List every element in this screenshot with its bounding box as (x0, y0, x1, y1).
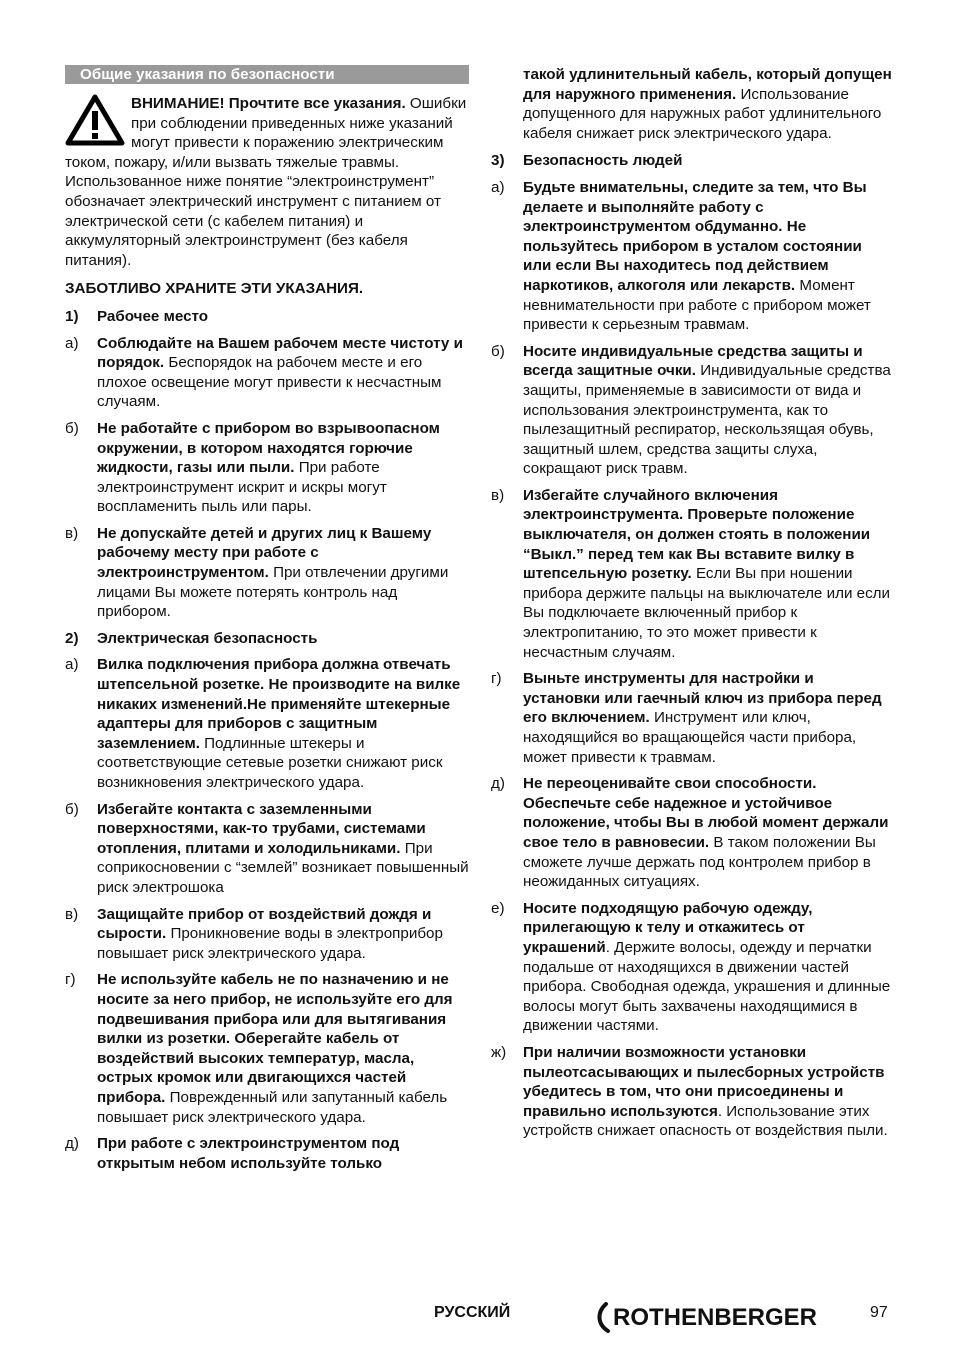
item-text: Инструмент или ключ, находящийся во вращающейся части прибора, может привести к травмам. (523, 709, 857, 766)
item-text: . Держите волосы, одежду и перчатки подальше от находящихся в движении частей прибора. Свободная одежда, украшения и длинные волосы могут быть захвачены находящимися в движении частями. (523, 938, 891, 1035)
item-text: Индивидуальные средства защиты, применяемые в зависимости от вида и использования электроинструмента, как то пылезащитный респиратор, нескользящая обувь, защитный шлем, средства защиты слуха, сокращают риск травм. (523, 362, 891, 478)
item-bold-text: Соблюдайте на Вашем рабочем месте чистоту и порядок. (97, 334, 463, 372)
item-letter: б) (491, 342, 505, 360)
list-item (65, 334, 469, 412)
item-letter: г) (491, 670, 502, 688)
list-item (65, 655, 469, 792)
item-bold-text: Будьте внимательны, следите за тем, что Вы делаете и выполняйте работу с электроинструментом обдуманно. Не пользуйтесь прибором в усталом состоянии или если Вы находитесь под действием наркотиков, алкоголя или лекарств. (523, 178, 867, 294)
item-text: Подлинные штекеры и соответствующие сетевые розетки снижают риск возникновения электрического удара. (97, 734, 443, 791)
list-item (491, 486, 893, 662)
page-footer (0, 1300, 954, 1340)
section-1-heading (65, 307, 469, 327)
item-text: Беспорядок на рабочем месте и его плохое освещение могут привести к несчастным случаям. (97, 354, 442, 411)
item-letter: г) (65, 971, 76, 989)
item-letter: д) (65, 1135, 79, 1153)
item-bold-text: Вилка подключения прибора должна отвечать штепсельной розетке. Не производите на вилке никаких изменений.Не применяйте штекерные адаптеры для приборов с защитным заземлением. (97, 656, 461, 752)
item-letter: б) (65, 800, 79, 818)
list-item (65, 1134, 469, 1173)
warning-triangle-icon (65, 94, 125, 146)
warning-block (65, 94, 469, 270)
section-3-heading (491, 151, 893, 171)
section-heading-title: Безопасность людей (523, 152, 683, 170)
item-text: . Использование этих устройств снижает опасность от воздействия пыли. (523, 1102, 888, 1140)
item-text: При работе электроинструмент искрит и искры могут воспламенить пыль или пары. (97, 459, 387, 516)
item-letter: а) (65, 656, 79, 674)
section-number: 1) (65, 307, 79, 325)
section-2-heading (65, 629, 469, 649)
list-item (65, 419, 469, 517)
list-item (491, 899, 893, 1036)
section-title: Общие указания по безопасности (65, 65, 469, 84)
item-letter: д) (491, 775, 505, 793)
item-bold-text: Выньте инструменты для настройки и установки или гаечный ключ из прибора перед его включением. (523, 670, 882, 727)
item-bold-text: Избегайте случайного включения электроинструмента. Проверьте положение выключателя, он должен стоять в положении “Выкл.” перед тем как Вы вставите вилку в штепсельную розетку. (523, 486, 871, 583)
list-item (65, 800, 469, 898)
footer-language: РУССКИЙ (434, 1304, 511, 1321)
item-letter: ж) (491, 1043, 507, 1061)
item-text: Момент невнимательности при работе с прибором может привести к серьезным травмам. (523, 276, 871, 334)
item-letter: а) (491, 178, 505, 196)
list-item (491, 774, 893, 892)
section-heading-title: Электрическая безопасность (97, 629, 318, 647)
section-number: 2) (65, 629, 79, 647)
rothenberger-logo (596, 1300, 836, 1334)
section-number: 3) (491, 152, 505, 170)
section-heading-title: Рабочее место (97, 307, 209, 325)
item-bold-text: При наличии возможности установки пылеотсасывающих и пылесборных устройств убедитесь в том, что они присоединены и правильно используются (523, 1043, 885, 1120)
item-bold-text: Не работайте с прибором во взрывоопасном окружении, в котором находятся горючие жидкости, газы или пыли. (97, 419, 440, 477)
item-bold-text: Не переоценивайте свои способности. Обеспечьте себе надежное и устойчивое положение, чтобы Вы в любой момент держали свое тело в равновесии. (523, 775, 889, 851)
item-bold-text: При работе с электроинструментом под открытым небом используйте только (97, 1135, 400, 1172)
brand-wordmark: ROTHENBERGER (613, 1304, 818, 1331)
list-item (491, 1043, 893, 1141)
list-item (491, 178, 893, 335)
item-text: Поврежденный или запутанный кабель повышает риск электрического удара. (97, 1088, 448, 1126)
right-column (491, 65, 893, 1148)
item-letter: а) (65, 334, 79, 352)
item-letter: б) (65, 419, 79, 437)
page-number: 97 (870, 1304, 888, 1321)
item-bold-text: Носите подходящую рабочую одежду, прилегающую к телу и откажитесь от украшений (523, 899, 813, 956)
continuation-paragraph (491, 65, 893, 143)
item-text: Если Вы при ношении прибора держите пальцы на выключателе или если Вы подключаете включенный прибор к электропитанию, то это может привести к несчастным случаям. (523, 565, 891, 661)
list-item (65, 905, 469, 964)
item-bold-text: Носите индивидуальные средства защиты и всегда защитные очки. (523, 342, 863, 380)
item-letter: в) (491, 486, 505, 504)
list-item (65, 524, 469, 622)
list-item (65, 970, 469, 1127)
item-bold-text: Избегайте контакта с заземленными поверхностями, как-то трубами, системами отопления, плитами и холодильниками. (97, 800, 426, 857)
item-bold-text: Не используйте кабель не по назначению и не носите за него прибор, не используйте его для подвешивания прибора или для вытягивания вилки из розетки. Оберегайте кабель от воздействий высоких температур, масла, острых кромок или двигающихся частей прибора. (97, 971, 453, 1106)
item-letter: в) (65, 905, 79, 923)
keep-notice: ЗАБОТЛИВО ХРАНИТЕ ЭТИ УКАЗАНИЯ. (65, 280, 364, 298)
left-column (65, 65, 469, 1180)
item-text: При отвлечении другими лицами Вы можете потерять контроль над прибором. (97, 564, 449, 621)
item-bold-text: Защищайте прибор от воздействий дождя и сырости. (97, 905, 432, 943)
list-item (491, 342, 893, 479)
item-letter: е) (491, 899, 505, 917)
warning-title: ВНИМАНИЕ! Прочтите все указания. (131, 95, 406, 112)
item-text: При соприкосновении с “землей” возникает повышенный риск электрошока (97, 839, 469, 896)
continuation-text: Использование допущенного для наружных работ удлинительного кабеля снижает риск электрического удара. (523, 85, 882, 142)
item-letter: в) (65, 524, 79, 542)
item-bold-text: Не допускайте детей и других лиц к Вашему рабочему месту при работе с электроинструментом. (97, 524, 432, 582)
warning-text: Ошибки при соблюдении приведенных ниже указаний могут привести к поражению электрическим током, пожару, и/или вызвать тяжелые травмы. Использованное ниже понятие “электроинструмент” обозначает электрический инструмент с питанием от электрической сети (с кабелем питания) и аккумуляторный электроинструмент (без кабеля питания). (65, 95, 467, 269)
item-text: Проникновение воды в электроприбор повышает риск электрического удара. (97, 925, 443, 962)
continuation-bold-text: такой удлинительный кабель, который допущен для наружного применения. (523, 66, 892, 103)
item-text: В таком положении Вы сможете лучше держать под контролем прибор в неожиданных ситуациях. (523, 833, 876, 891)
list-item (491, 669, 893, 767)
